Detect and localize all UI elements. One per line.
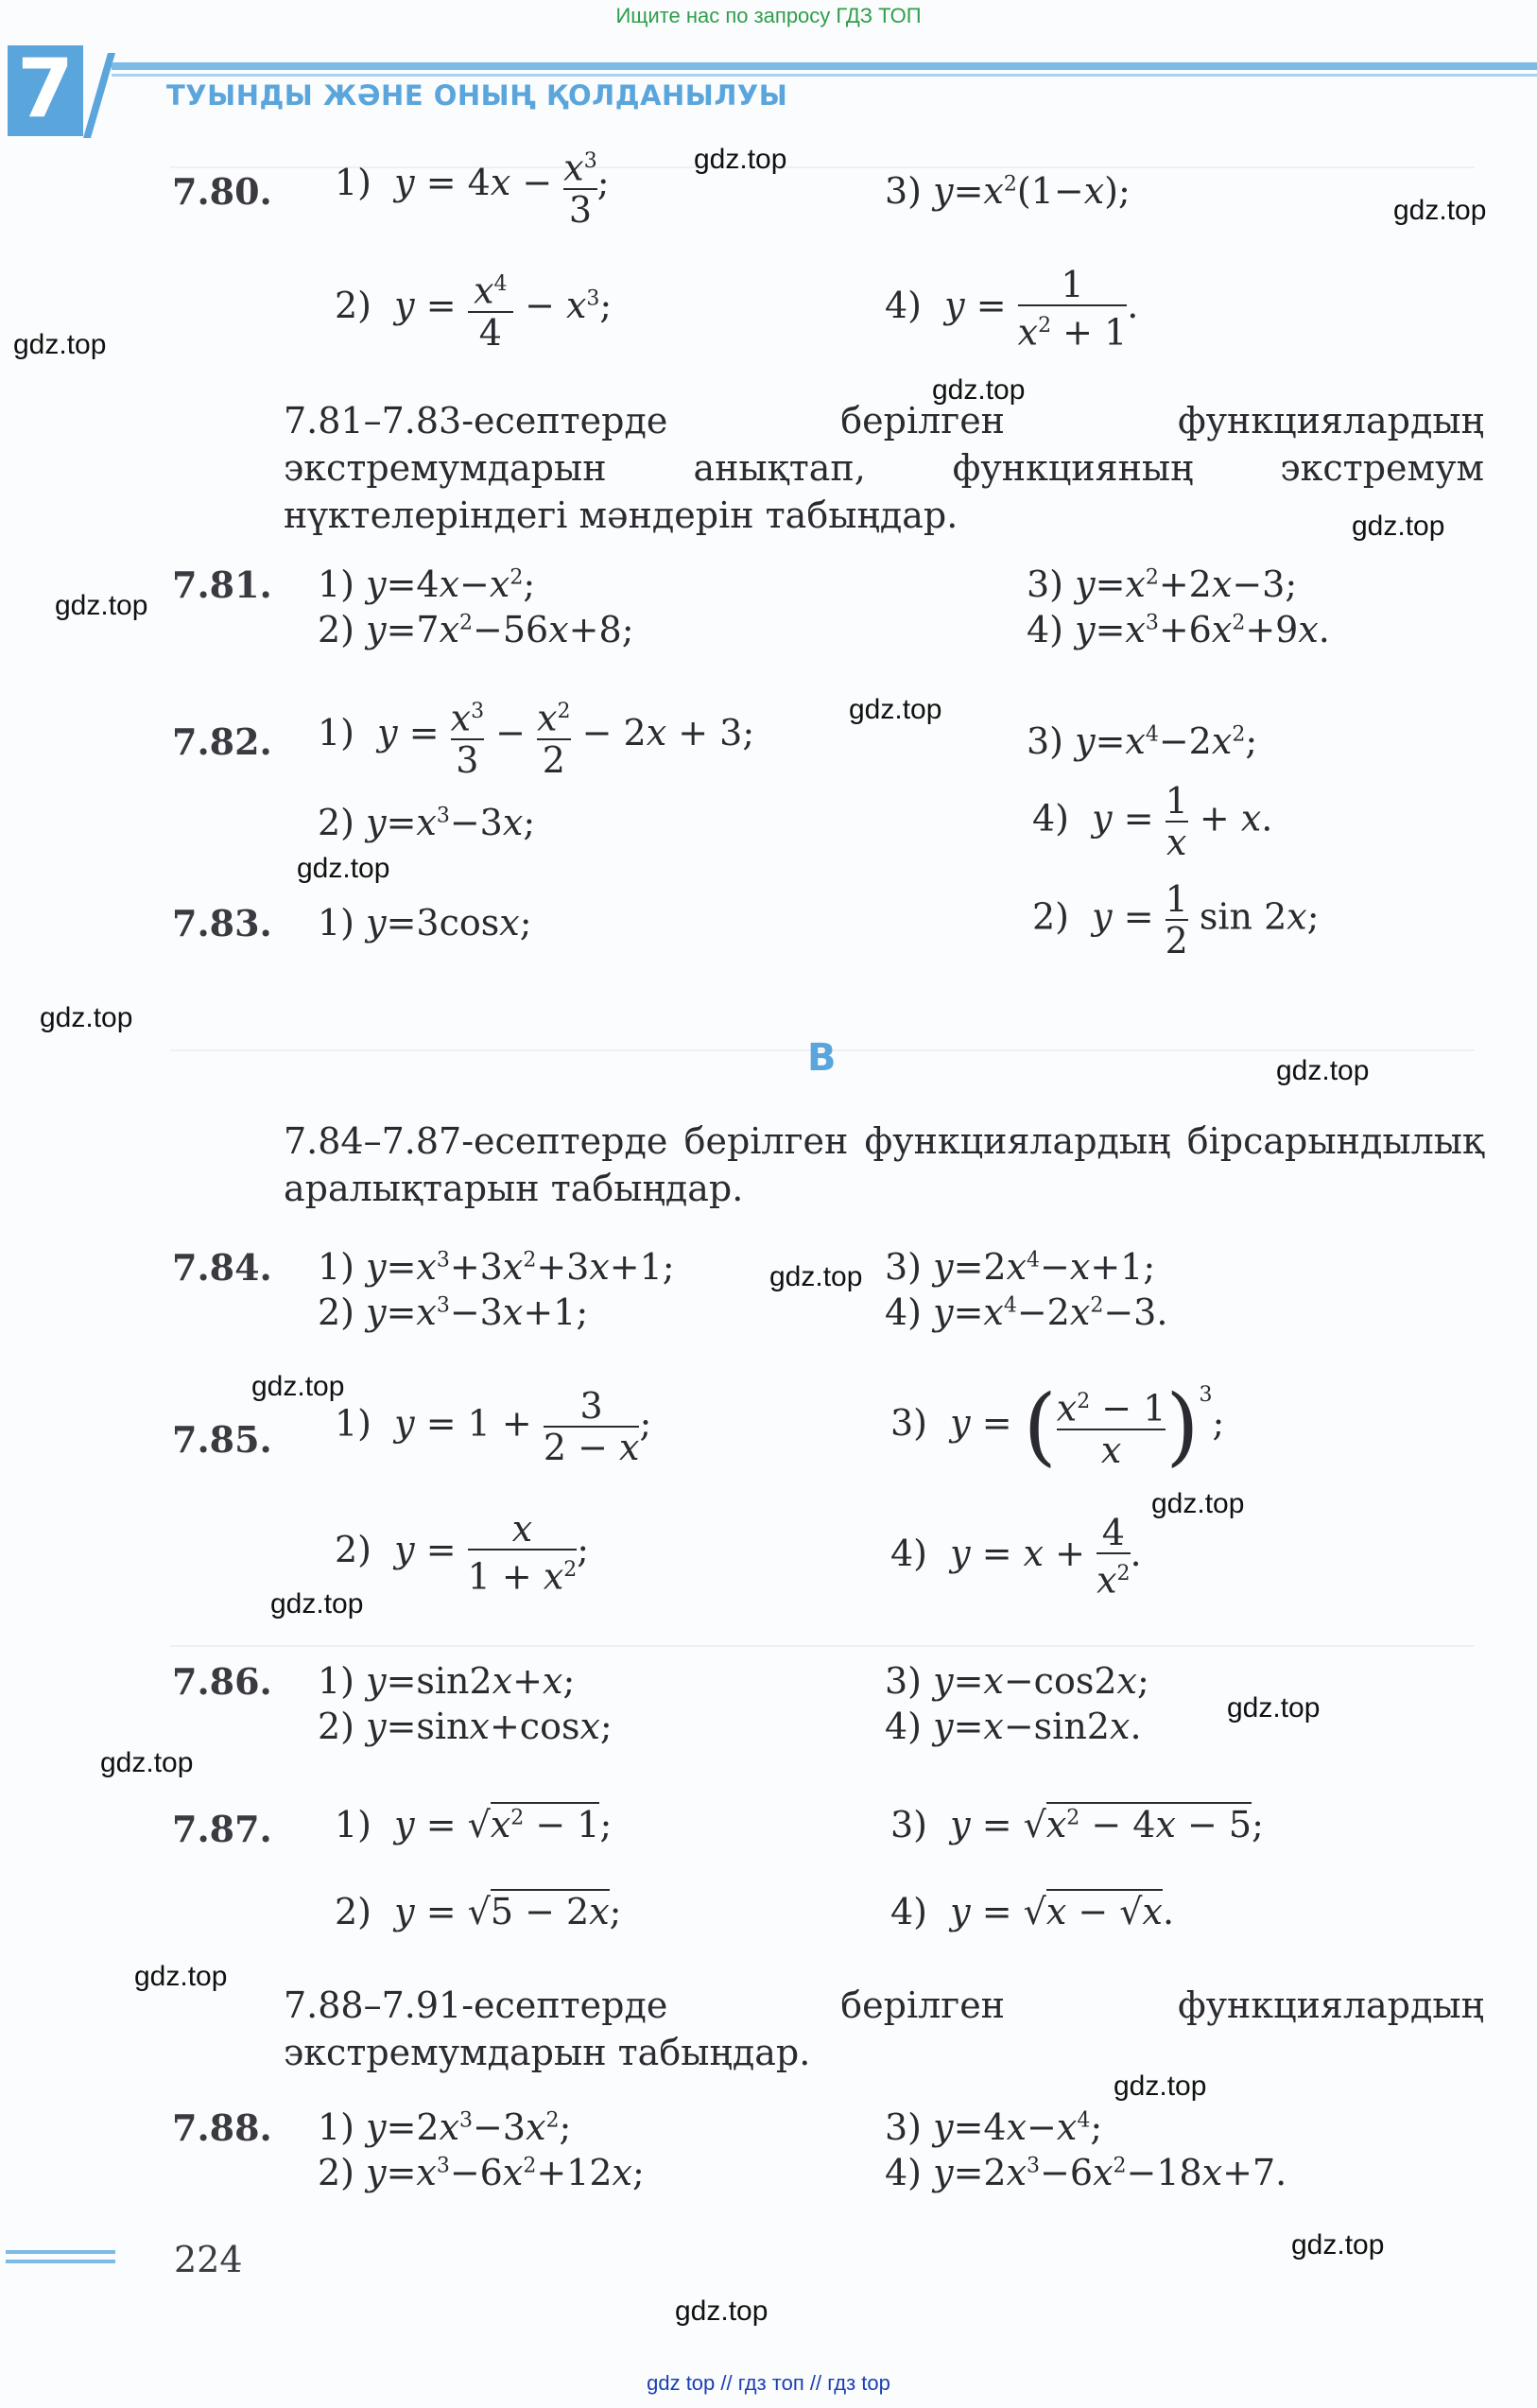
problem-number: 7.87.	[172, 1808, 272, 1850]
problem-number: 7.88.	[172, 2106, 272, 2149]
problem-item: 1) $y=4x-x^2$;	[318, 563, 536, 605]
instruction-paragraph: 7.81–7.83-есептерде берілген функциялардың экстремумдарын анықтап, функцияның экстремум нүктелеріндегі мәндерін табыңдар.	[284, 400, 1484, 536]
problem-item: 1) y = $\frac{x^3}{3}$ − $\frac{x^2}{2}$ − 2x + 3;	[318, 697, 755, 781]
problem-item: 2) y = √5 − 2x;	[335, 1891, 622, 1932]
problem-item: 4) y = $\frac{1}{x}$ + x.	[1032, 780, 1273, 863]
footer-rule	[6, 2260, 115, 2263]
problem-item: 2) y = $\frac{1}{2}$ sin 2x;	[1032, 878, 1320, 961]
section-letter: B	[807, 1036, 837, 1080]
watermark-text: gdz.top	[251, 1371, 345, 1402]
problem-item: 1) y = 1 + $\frac{3}{2 - x}$ ;	[335, 1385, 652, 1468]
top-search-link[interactable]: Ищите нас по запросу ГДЗ ТОП	[615, 4, 922, 27]
watermark-text: gdz.top	[40, 1002, 133, 1033]
watermark-text: gdz.top	[1276, 1055, 1370, 1086]
problem-item: 3) $y=x^2(1-x)$;	[885, 170, 1131, 212]
chapter-number: 7	[17, 42, 74, 136]
problem-item: 2) $y=x^3-3x+1$;	[318, 1291, 589, 1333]
watermark-text: gdz.top	[1393, 195, 1487, 226]
watermark-text: gdz.top	[1151, 1488, 1245, 1519]
watermark-text: gdz.top	[270, 1588, 364, 1620]
footer-links[interactable]: gdz top // гдз топ // гдз top	[647, 2371, 890, 2395]
chapter-title: ТУЫНДЫ ЖӘНЕ ОНЫҢ ҚОЛДАНЫЛУЫ	[166, 79, 788, 112]
problem-item: 3) y=x−cos2x;	[885, 1660, 1149, 1702]
watermark-text: gdz.top	[849, 694, 942, 725]
problem-item: 2) $y=x^3-6x^2+12x$;	[318, 2152, 645, 2193]
instruction-paragraph: 7.88–7.91-есептерде берілген функциялардың экстремумдарын табыңдар.	[284, 1984, 1484, 2073]
problem-item: 2) y = $\frac{x}{1 + x^2}$ ;	[335, 1508, 590, 1598]
problem-item: 3) $y=4x-x^4$;	[885, 2106, 1103, 2148]
problem-item: 4) $y=2x^3-6x^2-18x+7$.	[885, 2152, 1287, 2193]
watermark-text: gdz.top	[932, 374, 1026, 406]
chapter-slash-decoration	[83, 53, 115, 138]
problem-item: 3) $y=x^2+2x-3$;	[1027, 563, 1298, 605]
watermark-text: gdz.top	[1352, 511, 1445, 542]
watermark-text: gdz.top	[134, 1961, 228, 1992]
problem-number: 7.84.	[172, 1246, 272, 1289]
header-rule	[112, 62, 1537, 70]
header-rule-thin	[112, 74, 1537, 77]
problem-item: 4) $y=x^3+6x^2+9x$.	[1027, 609, 1330, 650]
problem-item: 4) $y=x^4-2x^2-3$.	[885, 1291, 1168, 1333]
watermark-text: gdz.top	[675, 2295, 768, 2327]
problem-item: 1) $y = √x^2 - 1$;	[335, 1804, 613, 1845]
problem-item: 4) y=x−sin2x.	[885, 1706, 1142, 1747]
problem-item: 4) y = $\frac{1}{x^2 + 1}$ .	[885, 264, 1139, 354]
watermark-text: gdz.top	[694, 144, 787, 175]
problem-item: 3) $y = √x^2 - 4x - 5$;	[890, 1804, 1264, 1845]
problem-number: 7.81.	[172, 563, 272, 606]
footer-rule	[6, 2250, 115, 2254]
watermark-text: gdz.top	[13, 329, 107, 360]
problem-item: 1) $y=2x^3-3x^2$;	[318, 2106, 572, 2148]
problem-number: 7.80.	[172, 170, 272, 213]
page-number: 224	[174, 2239, 243, 2280]
problem-number: 7.85.	[172, 1418, 272, 1461]
watermark-text: gdz.top	[769, 1261, 863, 1292]
instruction-paragraph: 7.84–7.87-есептерде берілген функциялардың бірсарындылық аралықтарын табыңдар.	[284, 1120, 1484, 1209]
watermark-text: gdz.top	[1291, 2229, 1385, 2261]
problem-item: 3) $y=2x^4-x+1$;	[885, 1246, 1156, 1288]
problem-number: 7.83.	[172, 902, 272, 944]
problem-item: 1) y=sin2x+x;	[318, 1660, 576, 1702]
watermark-text: gdz.top	[100, 1747, 194, 1778]
watermark-text: gdz.top	[55, 590, 148, 621]
problem-item: 2) y = $\frac{x^4}{4}$ − $x^3$;	[335, 269, 613, 354]
watermark-text: gdz.top	[1114, 2070, 1207, 2102]
problem-item: 4) y = x + $\frac{4}{x^2}$ .	[890, 1512, 1142, 1602]
problem-item: 1) y=3cosx;	[318, 902, 532, 944]
problem-item: 3) $y=x^4-2x^2$;	[1027, 720, 1258, 762]
problem-item: 1) y = 4x − $\frac{x^3}{3}$ ;	[335, 147, 610, 231]
watermark-text: gdz.top	[1227, 1692, 1321, 1724]
problem-item: 2) y=sinx+cosx;	[318, 1706, 613, 1747]
watermark-text: gdz.top	[297, 853, 390, 884]
problem-item: 3) y = ( $\frac{x^2 - 1}{x}$ )$^3$;	[890, 1377, 1225, 1476]
problem-number: 7.82.	[172, 720, 272, 763]
problem-item: 2) $y=7x^2-56x+8$;	[318, 609, 634, 650]
problem-item: 4) y = √x − √x.	[890, 1891, 1175, 1932]
print-through-line	[170, 1645, 1475, 1647]
problem-item: 1) $y=x^3+3x^2+3x+1$;	[318, 1246, 675, 1288]
problem-item: 2) $y=x^3-3x$;	[318, 802, 536, 843]
problem-number: 7.86.	[172, 1660, 272, 1703]
